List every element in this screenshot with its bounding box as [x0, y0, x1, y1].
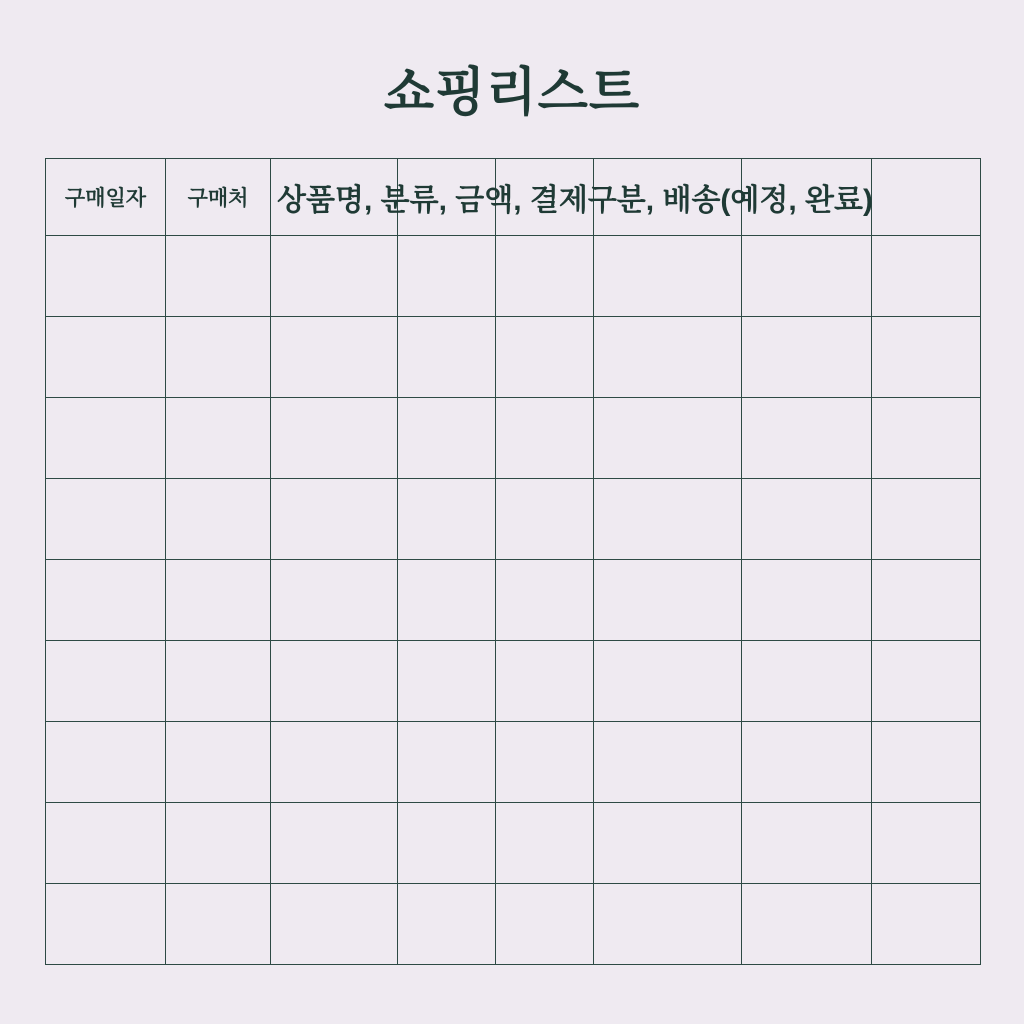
- table-row: [46, 398, 981, 479]
- cell[interactable]: [742, 641, 872, 722]
- cell[interactable]: [872, 560, 981, 641]
- cell[interactable]: [166, 884, 271, 965]
- cell[interactable]: [271, 236, 398, 317]
- table-row: [46, 236, 981, 317]
- cell[interactable]: [166, 722, 271, 803]
- cell[interactable]: [594, 236, 742, 317]
- table-row: [46, 722, 981, 803]
- cell[interactable]: [398, 398, 496, 479]
- cell[interactable]: [742, 560, 872, 641]
- cell[interactable]: [594, 560, 742, 641]
- cell[interactable]: [496, 236, 594, 317]
- cell[interactable]: [594, 479, 742, 560]
- cell[interactable]: [46, 803, 166, 884]
- cell[interactable]: [594, 803, 742, 884]
- column-header-purchase-date: 구매일자: [46, 159, 166, 236]
- cell[interactable]: [166, 398, 271, 479]
- cell[interactable]: [46, 560, 166, 641]
- column-header-details-label: 상품명, 분류, 금액, 결제구분, 배송(예정, 완료): [277, 184, 873, 217]
- table-row: [46, 884, 981, 965]
- cell[interactable]: [872, 236, 981, 317]
- cell[interactable]: [398, 722, 496, 803]
- column-header-spacer-2: [496, 159, 594, 236]
- cell[interactable]: [872, 803, 981, 884]
- cell[interactable]: [742, 722, 872, 803]
- shopping-list-table-wrap: [45, 158, 980, 965]
- cell[interactable]: [872, 398, 981, 479]
- cell[interactable]: [46, 317, 166, 398]
- cell[interactable]: [46, 641, 166, 722]
- cell[interactable]: [398, 560, 496, 641]
- column-header-spacer-1: [398, 159, 496, 236]
- cell[interactable]: [496, 560, 594, 641]
- cell[interactable]: [594, 641, 742, 722]
- cell[interactable]: [398, 641, 496, 722]
- cell[interactable]: [398, 236, 496, 317]
- cell[interactable]: [46, 236, 166, 317]
- cell[interactable]: [742, 317, 872, 398]
- cell[interactable]: [271, 479, 398, 560]
- cell[interactable]: [594, 884, 742, 965]
- cell[interactable]: [872, 317, 981, 398]
- cell[interactable]: [166, 479, 271, 560]
- cell[interactable]: [594, 317, 742, 398]
- cell[interactable]: [872, 641, 981, 722]
- cell[interactable]: [872, 479, 981, 560]
- cell[interactable]: [166, 236, 271, 317]
- cell[interactable]: [496, 398, 594, 479]
- cell[interactable]: [594, 398, 742, 479]
- cell[interactable]: [271, 317, 398, 398]
- column-header-vendor: 구매처: [166, 159, 271, 236]
- cell[interactable]: [742, 236, 872, 317]
- cell[interactable]: [742, 884, 872, 965]
- cell[interactable]: [46, 398, 166, 479]
- page-title: 쇼핑리스트: [383, 64, 641, 122]
- cell[interactable]: [742, 803, 872, 884]
- cell[interactable]: [166, 317, 271, 398]
- table-row: [46, 560, 981, 641]
- cell[interactable]: [398, 803, 496, 884]
- cell[interactable]: [46, 479, 166, 560]
- cell[interactable]: [496, 479, 594, 560]
- cell[interactable]: [872, 722, 981, 803]
- cell[interactable]: [271, 722, 398, 803]
- cell[interactable]: [271, 884, 398, 965]
- column-header-spacer-5: [872, 159, 981, 236]
- table-header-row: [46, 159, 981, 236]
- cell[interactable]: [398, 884, 496, 965]
- column-header-spacer-4: [742, 159, 872, 236]
- table-body: [46, 236, 981, 965]
- cell[interactable]: [496, 803, 594, 884]
- cell[interactable]: [742, 479, 872, 560]
- shopping-list-table: [45, 158, 981, 965]
- column-header-details: [271, 159, 873, 236]
- cell[interactable]: [742, 398, 872, 479]
- cell[interactable]: [46, 722, 166, 803]
- cell[interactable]: [398, 479, 496, 560]
- table-row: [46, 641, 981, 722]
- cell[interactable]: [271, 641, 398, 722]
- cell[interactable]: [496, 722, 594, 803]
- cell[interactable]: [271, 398, 398, 479]
- cell[interactable]: [271, 803, 398, 884]
- cell[interactable]: [594, 722, 742, 803]
- table-row: [46, 479, 981, 560]
- table-row: [46, 317, 981, 398]
- cell[interactable]: [496, 317, 594, 398]
- cell[interactable]: [166, 641, 271, 722]
- table-row: [46, 803, 981, 884]
- cell[interactable]: [496, 884, 594, 965]
- table-header: [46, 159, 981, 236]
- cell[interactable]: [166, 560, 271, 641]
- column-header-spacer-3: [594, 159, 742, 236]
- cell[interactable]: [496, 641, 594, 722]
- cell[interactable]: [398, 317, 496, 398]
- cell[interactable]: [872, 884, 981, 965]
- cell[interactable]: [166, 803, 271, 884]
- cell[interactable]: [46, 884, 166, 965]
- cell[interactable]: [271, 560, 398, 641]
